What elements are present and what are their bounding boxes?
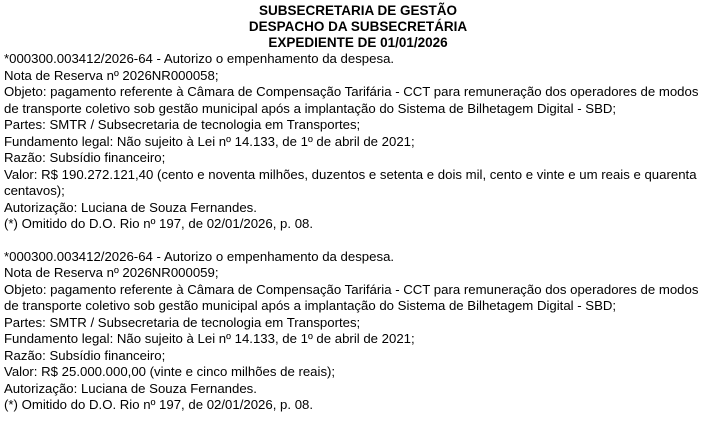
entry-fundamento: Fundamento legal: Não sujeito à Lei nº 14.133, de 1º de abril de 2021; xyxy=(4,331,415,346)
entry-nota-reserva: Nota de Reserva nº 2026NR000058; xyxy=(4,67,219,83)
entry-valor: Valor: R$ 190.272.121,40 (cento e noventa milhões, duzentos e setenta e dois mil, cento e vinte e um reais e quarenta centavos); xyxy=(4,166,697,198)
entry-partes: Partes: SMTR / Subsecretaria de tecnologia em Transportes; xyxy=(4,314,361,330)
entry-valor: Valor: R$ 25.000.000,00 (vinte e cinco milhões de reais); xyxy=(4,364,336,379)
entry-partes: Partes: SMTR / Subsecretaria de tecnologia em Transportes; xyxy=(4,117,361,132)
entry-objeto: Objeto: pagamento referente à Câmara de Compensação Tarifária - CCT para remuneração dos operadores de modos de transporte coletivo sob gestão municipal após a implantação do Sistema de Bilhetagem Digital - SBD; xyxy=(4,281,699,313)
entry-autorizacao: Autorização: Luciana de Souza Fernandes. xyxy=(4,199,257,215)
entry-omitido: (*) Omitido do D.O. Rio nº 197, de 02/01/2026, p. 08. xyxy=(4,216,314,231)
entry-razao: Razão: Subsídio financeiro; xyxy=(4,150,166,165)
document-body xyxy=(4,51,704,414)
document-header xyxy=(4,3,712,51)
header-secretariat: SUBSECRETARIA DE GESTÃO xyxy=(258,3,458,18)
entry-omitido: (*) Omitido do D.O. Rio nº 197, de 02/01/2026, p. 08. xyxy=(4,397,314,412)
entry-fundamento: Fundamento legal: Não sujeito à Lei nº 14.133, de 1º de abril de 2021; xyxy=(4,133,415,149)
entry-process: *000300.003412/2026-64 - Autorizo o empenhamento da despesa. xyxy=(4,51,395,66)
header-dispatch: DESPACHO DA SUBSECRETÁRIA xyxy=(248,19,468,34)
entry-nota-reserva: Nota de Reserva nº 2026NR000059; xyxy=(4,265,219,280)
dispatch-entry-2 xyxy=(4,249,704,414)
dispatch-entry-1 xyxy=(4,51,704,233)
entry-razao: Razão: Subsídio financeiro; xyxy=(4,347,166,363)
entry-objeto: Objeto: pagamento referente à Câmara de Compensação Tarifária - CCT para remuneração dos operadores de modos de transporte coletivo sob gestão municipal após a implantação do Sistema de Bilhetagem Digital - SBD; xyxy=(4,84,699,116)
entry-process: *000300.003412/2026-64 - Autorizo o empenhamento da despesa. xyxy=(4,248,395,264)
header-expedient: EXPEDIENTE DE 01/01/2026 xyxy=(268,35,448,50)
entry-autorizacao: Autorização: Luciana de Souza Fernandes. xyxy=(4,380,257,396)
